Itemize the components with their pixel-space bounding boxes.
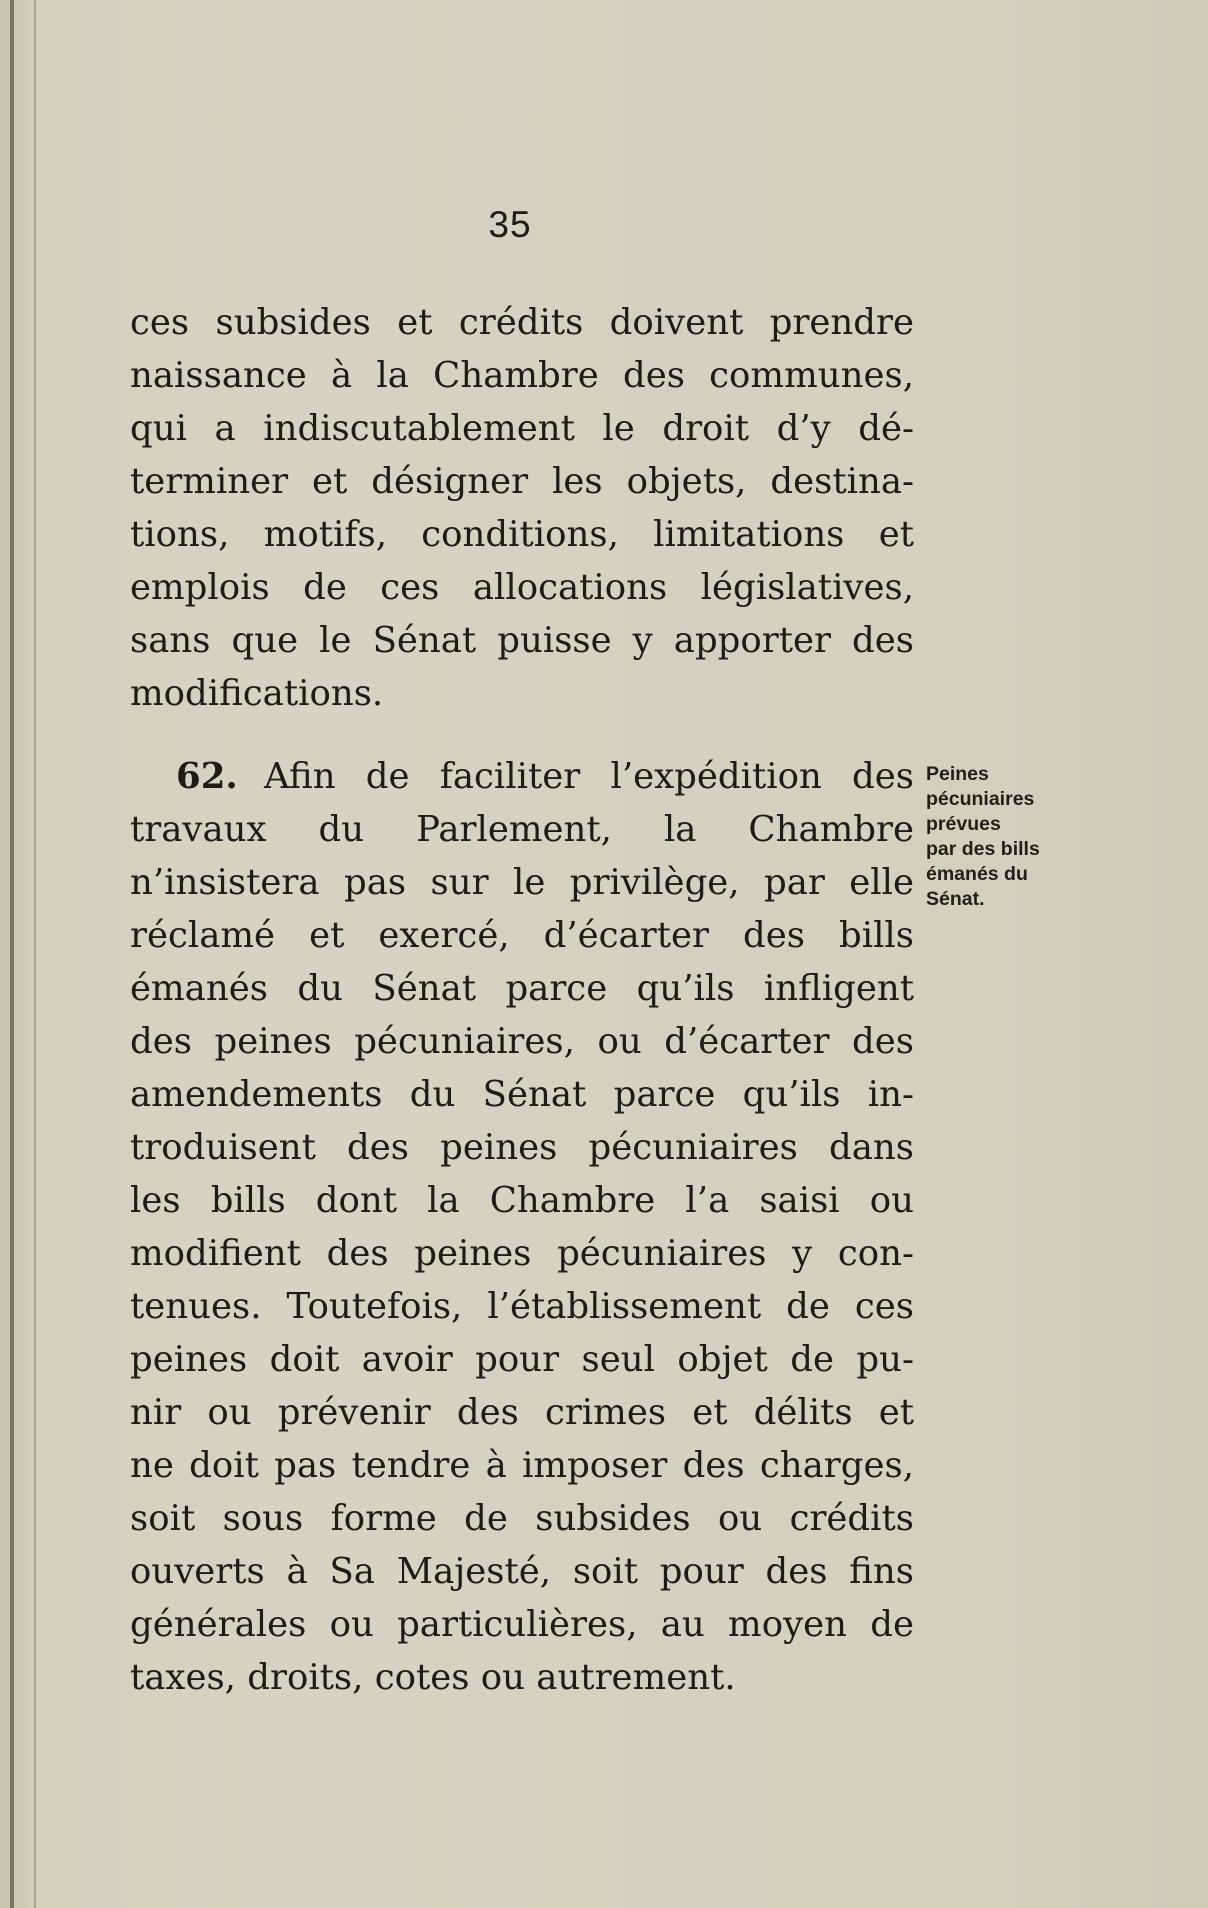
text-line: sans que le Sénat puisse y apporter des bbox=[130, 620, 914, 661]
text-line: ces subsides et crédits doivent prendre bbox=[130, 302, 914, 343]
text-line: n’insistera pas sur le privilège, par elle bbox=[130, 862, 914, 903]
margin-note-line: Peines bbox=[926, 763, 989, 785]
text-line: naissance à la Chambre des communes, bbox=[130, 355, 914, 396]
text-line: terminer et désigner les objets, destina- bbox=[130, 461, 914, 502]
text-line: modifications. bbox=[130, 673, 384, 714]
margin-note-line: émanés du bbox=[926, 863, 1028, 885]
margin-note-line: Sénat. bbox=[926, 888, 985, 910]
text-line: ne doit pas tendre à imposer des charges, bbox=[130, 1445, 914, 1486]
page-binding-shadow bbox=[34, 0, 36, 1908]
text-line: troduisent des peines pécuniaires dans bbox=[130, 1127, 914, 1168]
section-number-label: 62. bbox=[176, 756, 238, 797]
text-line: travaux du Parlement, la Chambre bbox=[130, 809, 914, 850]
text-line: amendements du Sénat parce qu’ils in- bbox=[130, 1074, 914, 1115]
text-line: soit sous forme de subsides ou crédits bbox=[130, 1498, 914, 1539]
text-line: tenues. Toutefois, l’établissement de ces bbox=[130, 1286, 914, 1327]
text-line: modifient des peines pécuniaires y con- bbox=[130, 1233, 914, 1274]
text-line: taxes, droits, cotes ou autrement. bbox=[130, 1657, 736, 1698]
text-line: réclamé et exercé, d’écarter des bills bbox=[130, 915, 914, 956]
text-line: générales ou particulières, au moyen de bbox=[130, 1604, 914, 1645]
margin-note-line: pécuniaires bbox=[926, 788, 1035, 810]
text-line: Afin de faciliter l’expédition des bbox=[264, 756, 914, 797]
text-line: émanés du Sénat parce qu’ils infligent bbox=[130, 968, 914, 1009]
margin-note-line: prévues bbox=[926, 813, 1001, 835]
margin-note bbox=[926, 762, 1096, 912]
page-number: 35 bbox=[488, 204, 532, 245]
page-binding-edge bbox=[10, 0, 14, 1908]
margin-note-line: par des bills bbox=[926, 838, 1040, 860]
section-number bbox=[176, 750, 276, 804]
text-line: peines doit avoir pour seul objet de pu- bbox=[130, 1339, 914, 1380]
text-line: qui a indiscutablement le droit d’y dé- bbox=[130, 408, 914, 449]
text-line: emplois de ces allocations législatives, bbox=[130, 567, 914, 608]
text-line: tions, motifs, conditions, limitations et bbox=[130, 514, 914, 555]
text-line: nir ou prévenir des crimes et délits et bbox=[130, 1392, 914, 1433]
text-line: les bills dont la Chambre l’a saisi ou bbox=[130, 1180, 914, 1221]
text-line: des peines pécuniaires, ou d’écarter des bbox=[130, 1021, 914, 1062]
text-line: ouverts à Sa Majesté, soit pour des fins bbox=[130, 1551, 914, 1592]
